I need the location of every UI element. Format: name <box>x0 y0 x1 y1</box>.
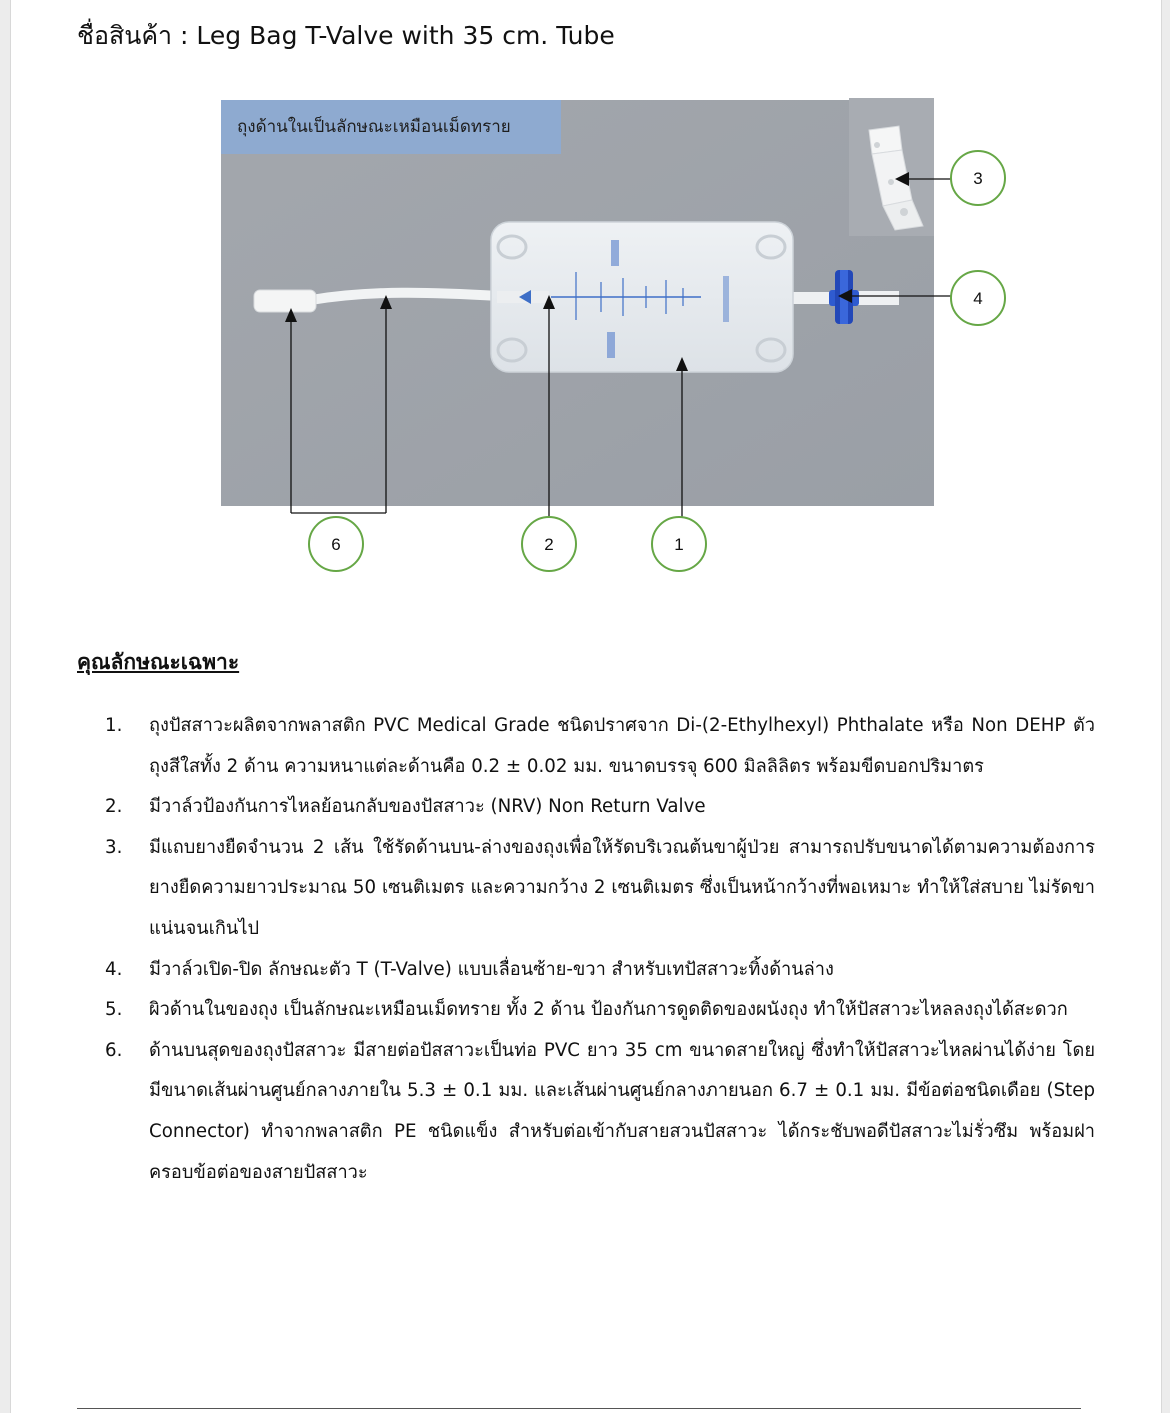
product-title: ชื่อสินค้า : Leg Bag T-Valve with 35 cm. Tube <box>77 21 615 50</box>
list-item-text: ถุงปัสสาวะผลิตจากพลาสติก PVC Medical Grade ชนิดปราศจาก Di-(2-Ethylhexyl) Phthalate หรือ Non DEHP ตัวถุงสีใสทั้ง 2 ด้าน ความหนาแต่ละด้านคือ 0.2 ± 0.02 มม. ขนาดบรรจุ 600 มิลลิลิตร พร้อมขีดบอกปริมาตร <box>149 715 1095 777</box>
product-figure <box>11 0 1161 600</box>
list-item <box>105 787 1095 828</box>
list-item <box>105 1031 1095 1193</box>
list-item-text: ด้านบนสุดของถุงปัสสาวะ มีสายต่อปัสสาวะเป็นท่อ PVC ยาว 35 cm ขนาดสายใหญ่ ซึ่งทำให้ปัสสาวะไหลผ่านได้ง่าย โดยมีขนาดเส้นผ่านศูนย์กลางภายใน 5.3 ± 0.1 มม. และเส้นผ่านศูนย์กลางภายนอก 6.7 ± 0.1 มม. มีข้อต่อชนิดเดือย (Step Connector) ทำจากพลาสติก PE ชนิดแข็ง สำหรับต่อเข้ากับสายสวนปัสสาวะ ได้กระชับพอดีปัสสาวะไม่รั่วซึม พร้อมฝาครอบข้อต่อของสายปัสสาวะ <box>149 1039 1095 1183</box>
photo-caption-label: ถุงด้านในเป็นลักษณะเหมือนเม็ดทราย <box>221 100 561 154</box>
callout-2: 2 <box>544 535 554 554</box>
callout-3: 3 <box>973 169 983 188</box>
specs-list <box>105 706 1095 1193</box>
list-item-text: มีแถบยางยืดจำนวน 2 เส้น ใช้รัดด้านบน-ล่างของถุงเพื่อให้รัดบริเวณต้นขาผู้ป่วย สามารถปรับขนาดได้ตามความต้องการ ยางยืดความยาวประมาณ 50 เซนติเมตร และความกว้าง 2 เซนติเมตร ซึ่งเป็นหน้ากว้างที่พอเหมาะ ทำให้ใส่สบาย ไม่รัดขาแน่นจนเกินไป <box>149 836 1095 939</box>
callout-1: 1 <box>674 535 684 554</box>
document-page <box>10 0 1162 1413</box>
list-item-number: 3. <box>105 836 123 858</box>
list-item-number: 5. <box>105 999 123 1021</box>
list-item-number: 4. <box>105 958 123 980</box>
specs-heading: คุณลักษณะเฉพาะ <box>77 650 240 674</box>
list-item <box>105 706 1095 787</box>
leg-bag-image <box>491 222 793 372</box>
list-item <box>105 950 1095 991</box>
list-item <box>105 828 1095 950</box>
list-item-text: ผิวด้านในของถุง เป็นลักษณะเหมือนเม็ดทราย ทั้ง 2 ด้าน ป้องกันการดูดติดของผนังถุง ทำให้ปัสสาวะไหลลงถุงได้สะดวก <box>149 999 1068 1021</box>
list-item-number: 1. <box>105 715 123 736</box>
callout-6: 6 <box>331 535 341 554</box>
list-item-number: 2. <box>105 796 123 818</box>
list-item-text: มีวาล์วป้องกันการไหลย้อนกลับของปัสสาวะ (NRV) Non Return Valve <box>149 796 706 818</box>
product-photo <box>11 0 1161 600</box>
list-item-number: 6. <box>105 1039 123 1061</box>
footer-divider <box>77 1408 1081 1409</box>
list-item <box>105 990 1095 1031</box>
callout-4: 4 <box>973 289 983 308</box>
list-item-text: มีวาล์วเปิด-ปิด ลักษณะตัว T (T-Valve) แบบเลื่อนซ้าย-ขวา สำหรับเทปัสสาวะทิ้งด้านล่าง <box>149 958 834 980</box>
